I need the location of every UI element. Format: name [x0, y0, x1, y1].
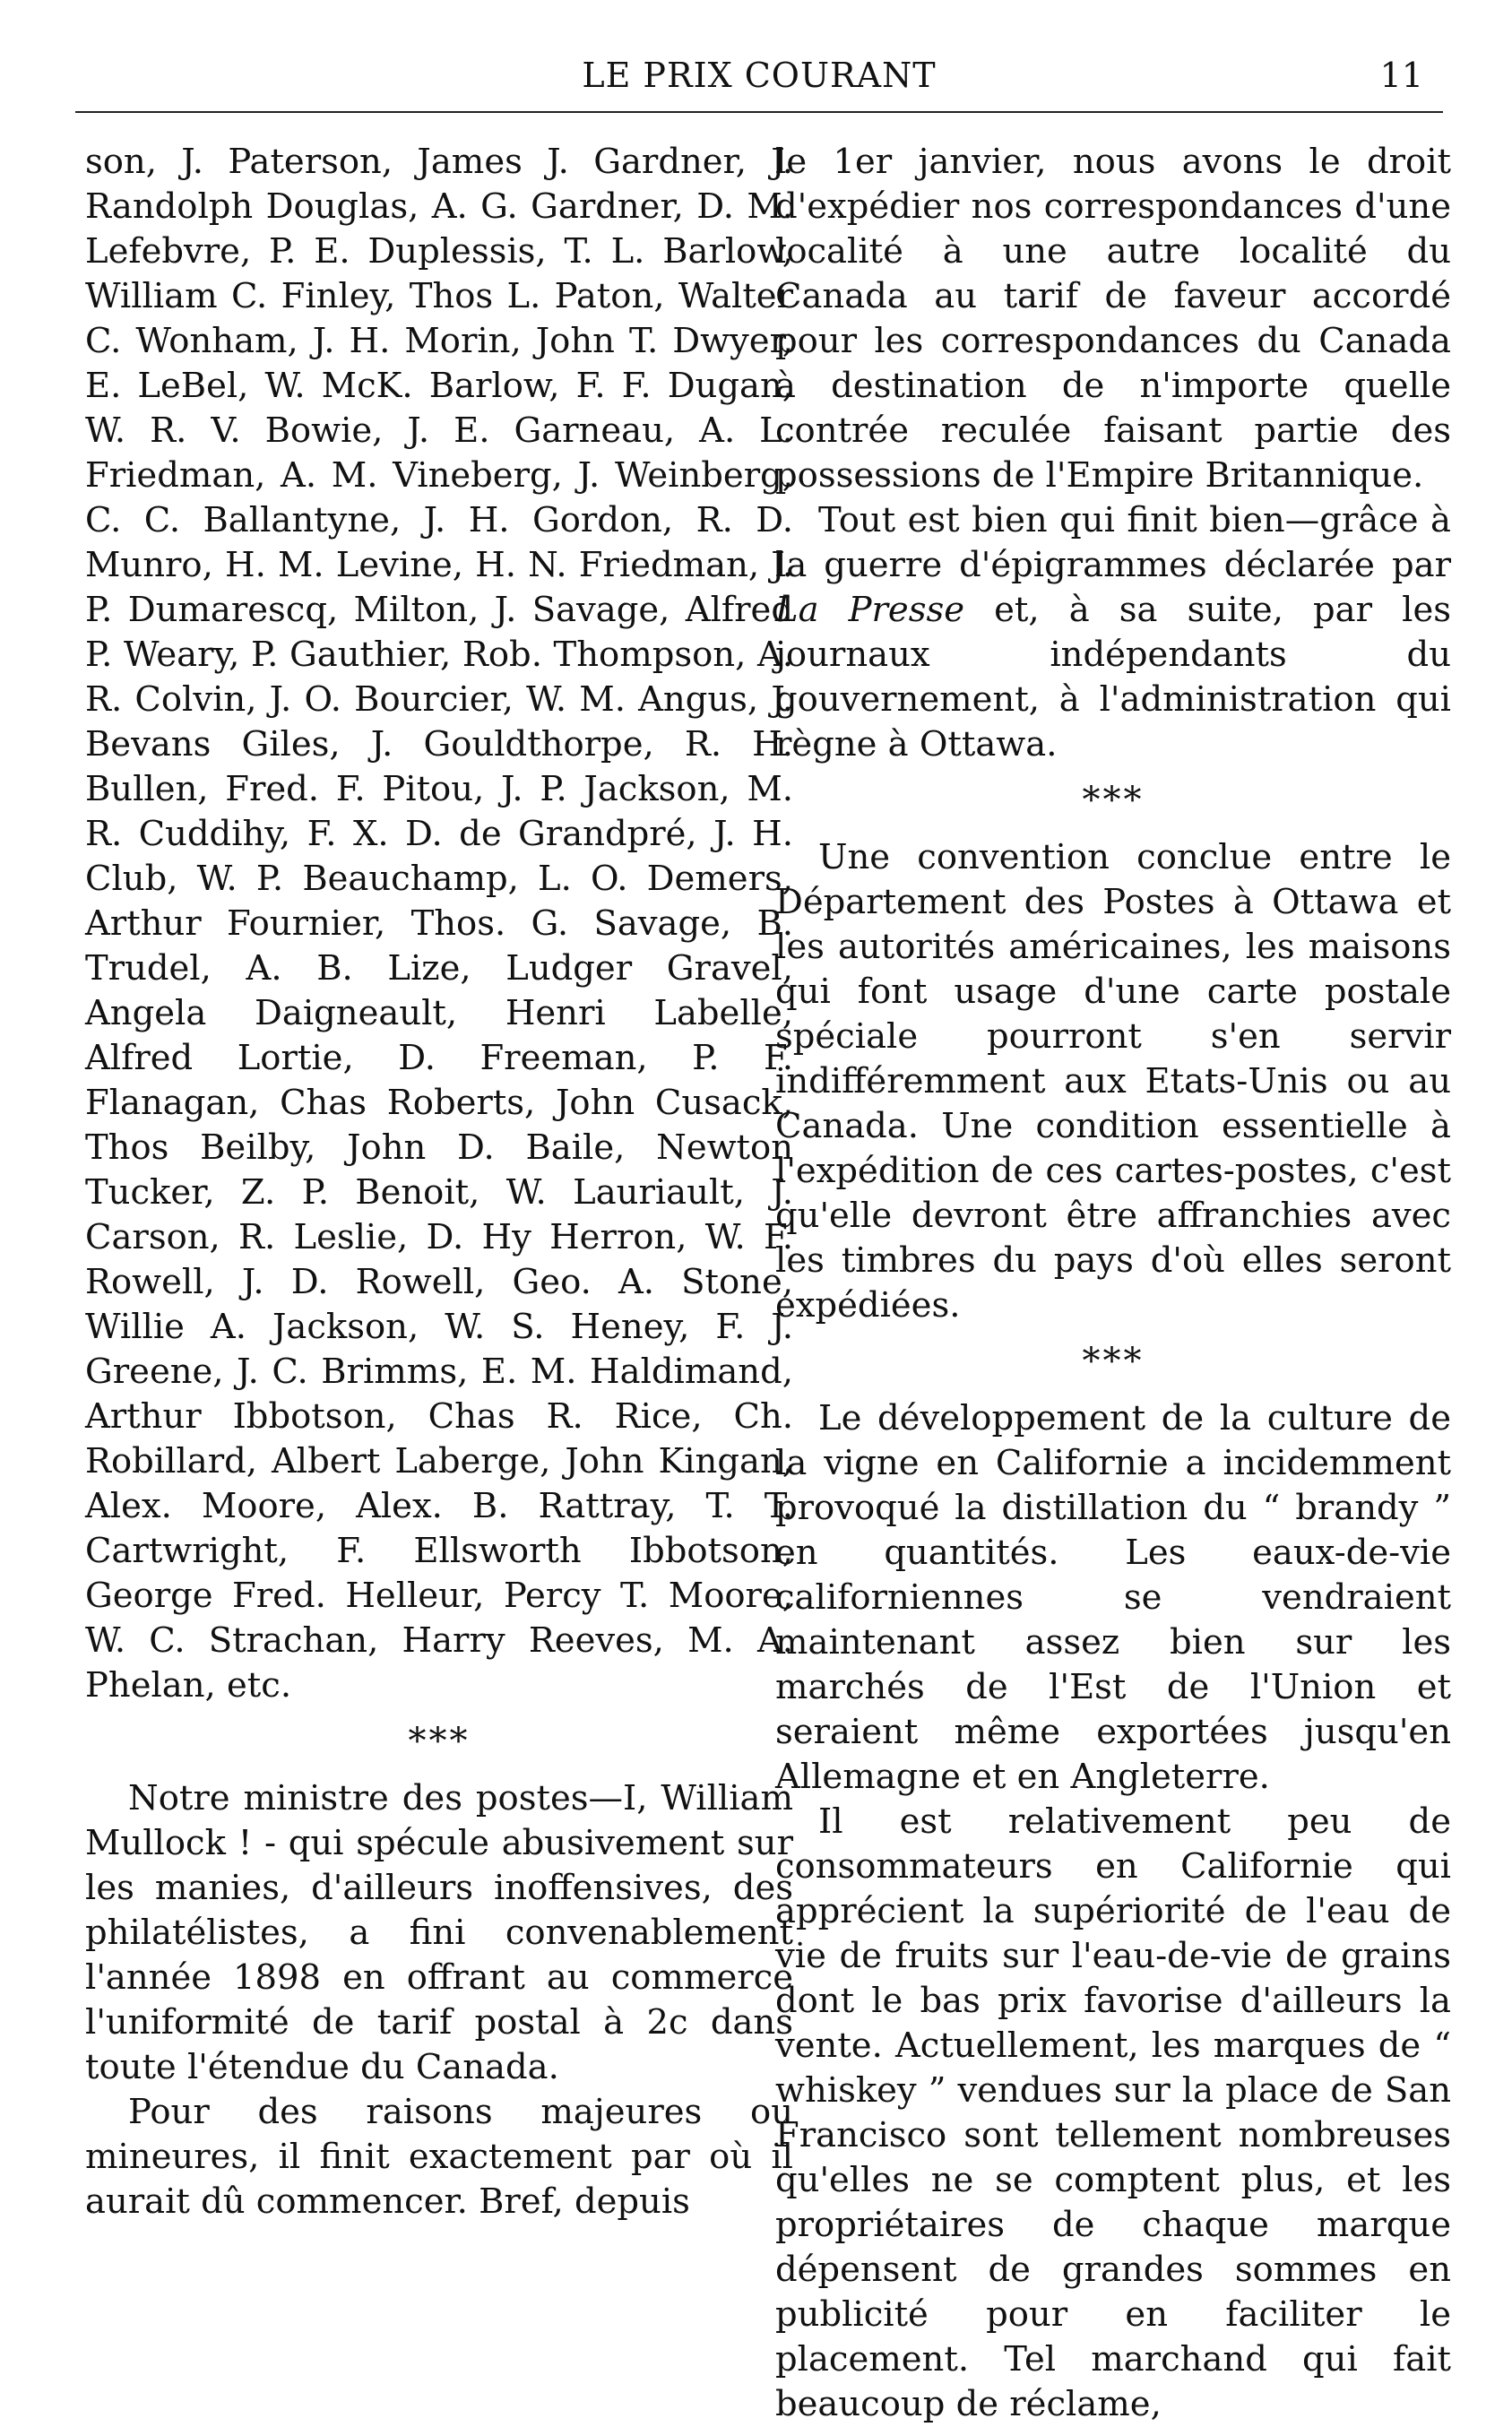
la-presse-title: La Presse: [775, 590, 965, 630]
tout-est-bien-paragraph: [775, 498, 1451, 767]
left-column: [85, 140, 793, 2224]
names-list-paragraph: son, J. Paterson, James J. Gardner, J. Randolph Douglas, A. G. Gardner, D. M. Lefebvre, P. E. Duplessis, T. L. Barlow, William C. Finley, Thos L. Paton, Walter C. Wonham, J. H. Morin, John T. Dwyer, E. LeBel, W. McK. Barlow, F. F. Dugan, W. R. V. Bowie, J. E. Garneau, A. L. Friedman, A. M. Vineberg, J. Weinberg, C. C. Ballantyne, J. H. Gordon, R. D. Munro, H. M. Levine, H. N. Friedman, J. P. Dumarescq, Milton, J. Savage, Alfred P. Weary, P. Gauthier, Rob. Thompson, A. R. Colvin, J. O. Bourcier, W. M. Angus, J. Bevans Giles, J. Gouldthorpe, R. H. Bullen, Fred. F. Pitou, J. P. Jackson, M. R. Cuddihy, F. X. D. de Grandpré, J. H. Club, W. P. Beauchamp, L. O. Demers, Arthur Fournier, Thos. G. Savage, B. Trudel, A. B. Lize, Ludger Gravel, Angela Daigneault, Henri Labelle, Alfred Lortie, D. Freeman, P. F. Flanagan, Chas Roberts, John Cusack, Thos Beilby, John D. Baile, Newton Tucker, Z. P. Benoit, W. Lauriault, J. Carson, R. Leslie, D. Hy Herron, W. F. Rowell, J. D. Rowell, Geo. A. Stone, Willie A. Jackson, W. S. Heney, F. J. Greene, J. C. Brimms, E. M. Haldimand, Arthur Ibbotson, Chas R. Rice, Ch. Robillard, Albert Laberge, John Kingan, Alex. Moore, Alex. B. Rattray, T. T. Cartwright, F. Ellsworth Ibbotson, George Fred. Helleur, Percy T. Moore, W. C. Strachan, Harry Reeves, M. A. Phelan, etc.: [85, 142, 793, 1706]
page-number: 11: [1379, 56, 1423, 95]
section-separator-2: ***: [1082, 1341, 1145, 1382]
running-title: LE PRIX COURANT: [582, 56, 937, 95]
section-separator: ***: [408, 1721, 471, 1762]
section-separator-1: ***: [1082, 780, 1145, 821]
vigne-paragraph: Le développement de la culture de la vigne en Californie a incidemment provoqué la distillation du “ brandy ” en quantités. Les eaux-de-vie californiennes se vendraient maintenant assez bien sur les marchés de l'Est de l'Union et seraient même exportées jusqu'en Allemagne et en Angleterre.: [775, 1398, 1451, 1797]
janvier-paragraph: le 1er janvier, nous avons le droit d'expédier nos correspondances d'une localité à une autre localité du Canada au tarif de faveur accordé pour les correspondances du Canada à destination de n'importe quelle contrée reculée faisant partie des possessions de l'Empire Britannique.: [775, 142, 1451, 496]
consommateurs-paragraph: Il est relativement peu de consommateurs en Californie qui apprécient la supériorité de l'eau de vie de fruits sur l'eau-de-vie de grains dont le bas prix favorise d'ailleurs la vente. Actuellement, les marques de “ whiskey ” vendues sur la place de San Francisco sont tellement nombreuses qu'elles ne se comptent plus, et les propriétaires de chaque marque dépensent de grandes sommes en publicité pour en faciliter le placement. Tel marchand qui fait beaucoup de réclame,: [775, 1801, 1451, 2424]
page-header: [75, 56, 1443, 109]
tout-text-end: et, à sa suite, par les journaux indépendants du gouvernement, à l'administration qui règne à Ottawa.: [775, 590, 1451, 764]
ministre-paragraph: Notre ministre des postes—I, William Mullock ! - qui spécule abusivement sur les manies, d'ailleurs inoffensives, des philatélistes, a fini convenablement l'année 1898 en offrant au commerce l'uniformité de tarif postal à 2c dans toute l'étendue du Canada.: [85, 1778, 793, 2087]
header-rule: [75, 111, 1443, 113]
tout-text-start: Tout est bien qui finit bien—grâce à la guerre d'épigrammes déclarée par: [775, 500, 1451, 585]
right-column: [775, 140, 1451, 2427]
convention-paragraph: Une convention conclue entre le Département des Postes à Ottawa et les autorités américaines, les maisons qui font usage d'une carte postale spéciale pourront s'en servir indifféremment aux Etats-Unis ou au Canada. Une condition essentielle à l'expédition de ces cartes-postes, c'est qu'elle devront être affranchies avec les timbres du pays d'où elles seront expédiées.: [775, 837, 1451, 1326]
raisons-paragraph: Pour des raisons majeures ou mineures, il finit exactement par où il aurait dû commencer. Bref, depuis: [85, 2092, 793, 2222]
